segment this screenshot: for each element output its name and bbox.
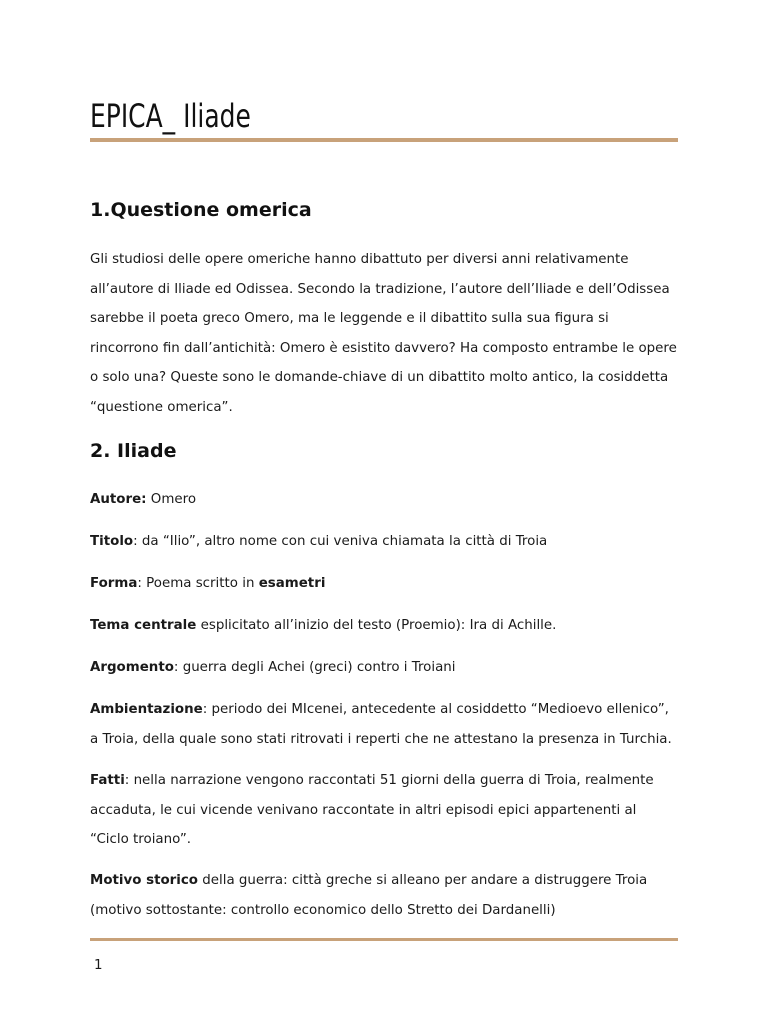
document-title: EPICA_ Iliade [90,97,251,135]
field-tema-centrale [90,611,678,641]
page-number: 1 [94,958,103,973]
section-heading-questione-omerica: 1.Questione omerica [90,199,312,221]
field-label: Argomento [90,660,174,675]
questione-omerica-paragraph: Gli studiosi delle opere omeriche hanno dibattuto per diversi anni relativamente all’autore di Iliade ed Odissea. Secondo la tradizione, l’autore dell’Iliade e dell’Odissea sarebbe il poeta greco Omero, ma le leggende e il dibattito sulla sua figura si rincorrono fin dall’antichità: Omero è esistito davvero? Ha composto entrambe le opere o solo una? Queste sono le domande-chiave di un dibattito molto antico, la cosiddetta “questione omerica”. [90,252,677,415]
field-argomento [90,653,678,683]
field-label: Autore: [90,492,147,507]
field-label: Fatti [90,773,125,788]
field-label: Ambientazione [90,702,203,717]
section-heading-iliade: 2. Iliade [90,440,177,462]
field-label: Motivo storico [90,873,199,888]
field-value: : guerra degli Achei (greci) contro i Troiani [173,660,456,675]
field-autore [90,485,678,515]
title-divider [90,138,678,142]
field-value: : Poema scritto in [137,576,259,591]
field-value: della guerra: città greche si alleano per andare a distruggere Troia (motivo sottostante: controllo economico dello Stretto dei Dardanelli) [90,873,648,918]
field-value: : nella narrazione vengono raccontati 51 giorni della guerra di Troia, realmente accaduta, le cui vicende venivano raccontate in altri episodi epici appartenenti al “Ciclo troiano”. [90,773,654,847]
field-ambientazione [90,695,678,754]
field-label: Titolo [90,534,134,549]
field-value: Omero [146,492,197,507]
field-motivo-storico [90,866,678,925]
field-forma [90,569,678,599]
footer-divider [90,938,678,941]
field-label: Forma [90,576,138,591]
field-value-emphasis: esametri [258,576,326,591]
field-value: esplicitato all’inizio del testo (Proemio): Ira di Achille. [196,618,557,633]
field-label: Tema centrale [90,618,197,633]
field-fatti [90,766,678,855]
field-value: : periodo dei MIcenei, antecedente al cosiddetto “Medioevo ellenico”, a Troia, della quale sono stati ritrovati i reperti che ne attestano la presenza in Turchia. [90,702,672,747]
field-titolo [90,527,678,557]
field-value: : da “Ilio”, altro nome con cui veniva chiamata la città di Troia [133,534,548,549]
